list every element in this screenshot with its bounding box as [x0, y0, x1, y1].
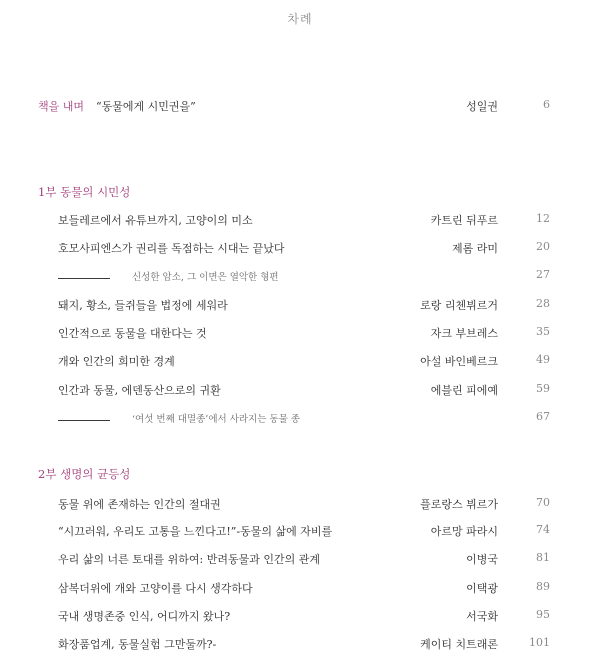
entry-page: 27 [536, 268, 550, 281]
entry-author: 자크 부브레스 [430, 327, 498, 340]
part-2-heading: 2부 생명의 균등성 [38, 467, 131, 481]
toc-entry[interactable] [58, 551, 550, 567]
intro-entry[interactable] [38, 98, 550, 114]
entry-author: 플로랑스 뷔르가 [420, 498, 498, 511]
intro-title: “동물에게 시민권을” [96, 100, 196, 113]
entry-page: 20 [536, 240, 550, 253]
entry-title: 인간적으로 동물을 대한다는 것 [58, 327, 207, 340]
entry-page: 59 [536, 382, 550, 395]
toc-entry[interactable] [58, 580, 550, 596]
intro-page-number: 6 [543, 98, 550, 111]
toc-entry[interactable] [58, 636, 550, 652]
entry-title: 동물 위에 존재하는 인간의 절대권 [58, 498, 221, 511]
blank-line [58, 278, 110, 279]
toc-entry[interactable] [58, 325, 550, 341]
entry-title: ‘여섯 번째 대멸종’에서 사라지는 동물 종 [132, 414, 300, 425]
toc-entry-sidebar[interactable] [58, 410, 550, 426]
entry-title: 호모사피엔스가 권리를 독점하는 시대는 끝났다 [58, 242, 285, 255]
entry-page: 89 [536, 580, 550, 593]
entry-page: 67 [536, 410, 550, 423]
toc-entry[interactable] [58, 382, 550, 398]
entry-author: 제롬 라미 [451, 242, 498, 255]
entry-title: 우리 삶의 너른 토대를 위하여: 반려동물과 인간의 관계 [58, 553, 320, 566]
toc-entry[interactable] [58, 608, 550, 624]
page-title: 차례 [287, 12, 313, 26]
toc-entry[interactable] [58, 496, 550, 512]
part-1-heading: 1부 동물의 시민성 [38, 185, 131, 199]
entry-page: 74 [536, 523, 550, 536]
entry-author: 카트린 뒤푸르 [430, 214, 498, 227]
entry-author: 케이티 치트래론 [420, 638, 498, 651]
entry-page: 35 [536, 325, 550, 338]
entry-page: 28 [536, 297, 550, 310]
toc-entry[interactable] [58, 240, 550, 256]
toc-entry[interactable] [58, 212, 550, 228]
entry-page: 95 [536, 608, 550, 621]
entry-author: 이병국 [466, 553, 498, 566]
entry-title: 보들레르에서 유튜브까지, 고양이의 미소 [58, 214, 253, 227]
entry-page: 49 [536, 353, 550, 366]
entry-page: 70 [536, 496, 550, 509]
entry-title: 국내 생명존중 인식, 어디까지 왔나? [58, 610, 231, 623]
entry-author: 아설 바인베르크 [420, 355, 498, 368]
blank-line [58, 420, 110, 421]
toc-entry[interactable] [58, 523, 550, 539]
entry-author: 서국화 [466, 610, 498, 623]
entry-title: 인간과 동물, 에덴동산으로의 귀환 [58, 384, 221, 397]
toc-entry[interactable] [58, 353, 550, 369]
toc-entry[interactable] [58, 297, 550, 313]
entry-title: 돼지, 황소, 들쥐들을 법정에 세워라 [58, 299, 228, 312]
entry-author: 아르망 파라시 [430, 525, 498, 538]
entry-title: “시끄러워, 우리도 고통을 느낀다고!”-동물의 삶에 자비를 [58, 525, 333, 538]
entry-title: 삼복더위에 개와 고양이를 다시 생각하다 [58, 582, 253, 595]
entry-page: 12 [536, 212, 550, 225]
toc-entry-sidebar[interactable] [58, 268, 550, 284]
entry-page: 101 [529, 636, 550, 649]
intro-author: 성일권 [466, 100, 498, 113]
intro-label: 책을 내며 [38, 100, 85, 113]
entry-author: 로랑 리첸뷔르거 [420, 299, 498, 312]
entry-title: 화장품업계, 동물실험 그만둘까?- [58, 638, 217, 651]
entry-author: 이택광 [466, 582, 498, 595]
entry-author: 에블린 피에예 [430, 384, 498, 397]
entry-title: 신성한 암소, 그 이면은 열악한 형편 [132, 272, 279, 283]
entry-title: 개와 인간의 희미한 경계 [58, 355, 175, 368]
entry-page: 81 [536, 551, 550, 564]
